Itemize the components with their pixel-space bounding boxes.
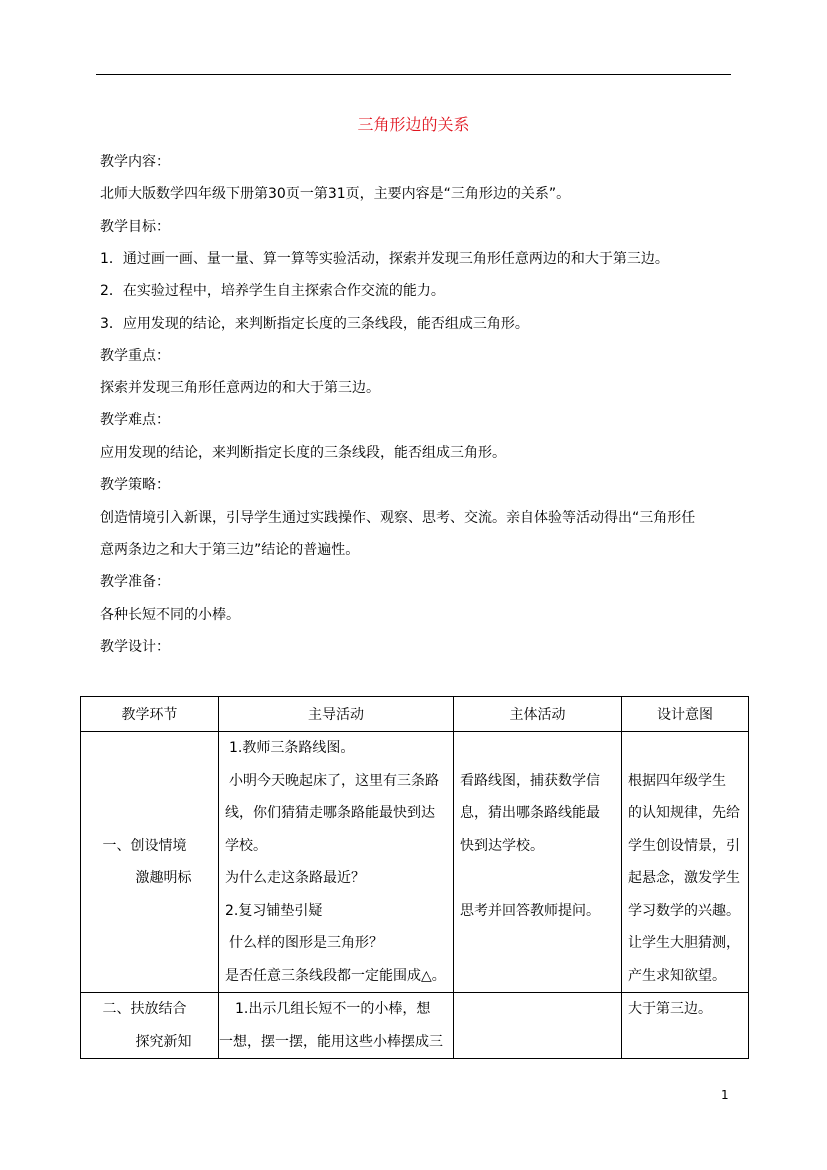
design-intent-cell bbox=[622, 993, 749, 1059]
cell-text: 学生创设情景，引 bbox=[628, 837, 740, 854]
cell-text: 1.教师三条路线图。 bbox=[229, 740, 355, 756]
cell-text: 一想，摆一摆，能用这些小棒摆成三 bbox=[219, 1033, 443, 1050]
stage-cell bbox=[81, 993, 219, 1059]
cell-text bbox=[460, 993, 621, 1026]
lead-activity-cell bbox=[219, 732, 454, 993]
text-line: 教学难点： bbox=[100, 412, 170, 428]
cell-text: 学习数学的兴趣。 bbox=[628, 902, 740, 919]
cell-text: 让学生大胆猜测， bbox=[628, 935, 740, 951]
stage-label: 二、扶放结合 bbox=[102, 1001, 187, 1017]
column-header: 教学环节 bbox=[81, 697, 219, 732]
student-activity-cell bbox=[454, 993, 622, 1059]
cell-text: 思考并回答教师提问。 bbox=[460, 902, 600, 919]
text-line: 教学目标： bbox=[100, 219, 170, 235]
student-activity-cell bbox=[454, 732, 622, 993]
text-line: 教学策略： bbox=[100, 477, 170, 493]
text-line: 教学准备： bbox=[100, 574, 170, 590]
text-line: 教学重点： bbox=[100, 348, 170, 364]
cell-text bbox=[460, 862, 621, 895]
text-line: 创造情境引入新课，引导学生通过实践操作、观察、思考、交流。亲自体验等活动得出“三角形任 bbox=[100, 510, 696, 526]
stage-label: 激趣明标 bbox=[135, 870, 192, 886]
text-line: 1．通过画一画、量一量、算一算等实验活动，探索并发现三角形任意两边的和大于第三边。 bbox=[100, 251, 669, 267]
cell-text: 小明今天晚起床了，这里有三条路 bbox=[229, 772, 439, 789]
text-line: 各种长短不同的小棒。 bbox=[100, 607, 240, 623]
column-header: 主导活动 bbox=[219, 697, 454, 732]
text-line: 意两条边之和大于第三边”结论的普遍性。 bbox=[100, 542, 360, 558]
lead-activity-cell bbox=[219, 993, 454, 1059]
cell-text: 大于第三边。 bbox=[628, 1001, 712, 1017]
cell-text: 线，你们猜猜走哪条路能最快到达 bbox=[225, 805, 435, 821]
cell-text bbox=[460, 1026, 621, 1059]
text-line: 教学设计： bbox=[100, 639, 170, 655]
cell-text bbox=[460, 927, 621, 960]
stage-cell bbox=[81, 732, 219, 993]
text-line: 探索并发现三角形任意两边的和大于第三边。 bbox=[100, 380, 380, 396]
cell-text bbox=[628, 1026, 748, 1059]
stage-label: 探究新知 bbox=[135, 1033, 192, 1050]
text-line: 3．应用发现的结论，来判断指定长度的三条线段，能否组成三角形。 bbox=[100, 316, 529, 332]
stage-label: 一、创设情境 bbox=[102, 837, 187, 854]
cell-text: 1.出示几组长短不一的小棒，想 bbox=[235, 1001, 431, 1017]
cell-text: 为什么走这条路最近？ bbox=[225, 870, 365, 886]
cell-text: 起悬念，激发学生 bbox=[628, 870, 740, 886]
cell-text: 2.复习铺垫引疑 bbox=[225, 902, 323, 919]
cell-text: 学校。 bbox=[225, 837, 267, 854]
cell-text: 是否任意三条线段都一定能围成△。 bbox=[225, 967, 446, 984]
text-line: 2．在实验过程中，培养学生自主探索合作交流的能力。 bbox=[100, 283, 445, 299]
teaching-design-table bbox=[80, 696, 749, 1059]
header-rule bbox=[96, 74, 731, 75]
cell-text: 根据四年级学生 bbox=[628, 772, 726, 789]
document-title: 三角形边的关系 bbox=[357, 115, 470, 134]
text-line: 应用发现的结论，来判断指定长度的三条线段，能否组成三角形。 bbox=[100, 445, 506, 461]
text-line: 北师大版数学四年级下册第30页一第31页，主要内容是“三角形边的关系”。 bbox=[100, 186, 571, 202]
cell-text bbox=[460, 732, 621, 765]
cell-text: 的认知规律，先给 bbox=[628, 805, 740, 821]
table-row bbox=[81, 993, 749, 1059]
cell-text: 看路线图，捕获数学信 bbox=[460, 772, 600, 789]
cell-text: 快到达学校。 bbox=[460, 837, 544, 854]
column-header: 主体活动 bbox=[454, 697, 622, 732]
page-number: 1 bbox=[721, 1088, 729, 1102]
table-header-row bbox=[81, 697, 749, 732]
cell-text bbox=[460, 960, 621, 993]
text-line: 教学内容： bbox=[100, 154, 170, 170]
table-row bbox=[81, 732, 749, 993]
cell-text: 息，猜出哪条路线能最 bbox=[460, 805, 600, 821]
design-intent-cell bbox=[622, 732, 749, 993]
cell-text: 产生求知欲望。 bbox=[628, 967, 726, 984]
cell-text bbox=[628, 732, 748, 765]
column-header: 设计意图 bbox=[622, 697, 749, 732]
cell-text: 什么样的图形是三角形？ bbox=[229, 935, 383, 951]
